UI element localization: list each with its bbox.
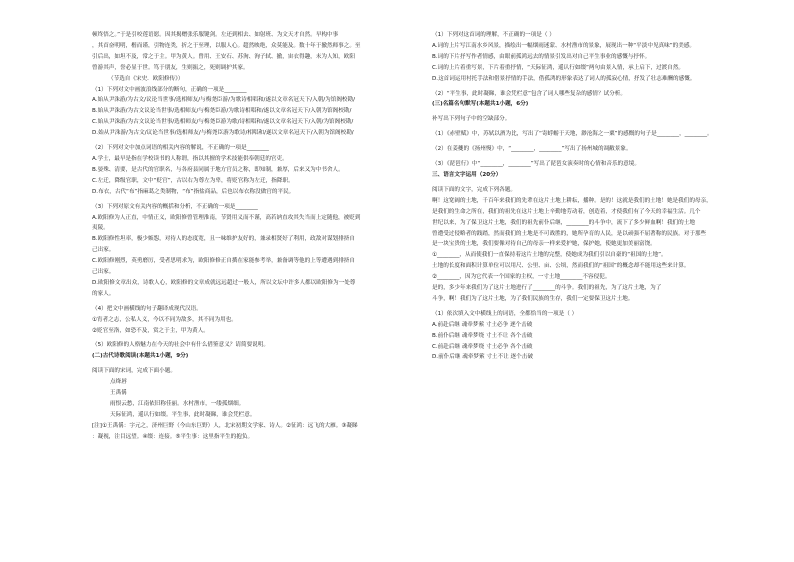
option-line: 的家人。 — [92, 290, 115, 297]
option-line: 夷陵。 — [92, 225, 109, 232]
option-line: C.词的上片着重写景，下片着重抒情，“天际征鸿，遥认行如缀”两句由景入情，承上启下，过渡自然。 — [432, 64, 685, 71]
option-line: B.前仆后继 魂牵梦绕 寸土不让 各个击破 — [432, 332, 533, 339]
option-line: B.欧阳修性坦率，极少嫉怨，对待人的态度宽，且一味维护友好的，兼录相贤好了利用，政敌对谋划排挤自 — [92, 236, 355, 243]
fill-blank-item: （2）在姜夔的《扬州慢》中，“________，________”写出了扬州城的凋敝景象。 — [432, 146, 632, 153]
option-line: A.欧阳修为人正直，中情正义，欧阳修曾管理淮南，节贤用义而不谨，高若讷直攻其失当而上定随他，被贬到 — [92, 214, 361, 221]
passage-line: 土地的长度和面积计算单位可以用尺、公里、亩、公顷，然而我们的“祖国”的概念却不能用这些来计算。 — [432, 263, 690, 270]
question-stem: （1）下列对文中画波浪线部分的断句，正确的一项是________ — [92, 86, 247, 93]
section-heading: (三)名篇名句默写(本题共1小题，6分) — [432, 101, 529, 108]
option-line: D.始从尹洙游/为古文/议论当世事/选相师友/与梅尧臣游为歌诗/相唱和/遂以文章名冠天下/入朝为馆阁校勘/ — [92, 130, 354, 137]
poem-note: [注]①王禹偁：字元之，济州巨野（今山东巨野）人，北宋初期文学家、诗人。②征鸿：远飞的大雁。③凝睇 — [92, 422, 358, 429]
instruction: 补写出下列句子中的空缺部分。 — [432, 116, 511, 123]
question-stem: （3）下列对原文有关内容的概括和分析，不正确的一项是________ — [92, 203, 258, 210]
poem-line: 天际征鸿，遥认行如缀。平生事，此时凝睇，谁会凭栏意。 — [110, 411, 256, 418]
fill-blank-item: （1）《赤壁赋》中，苏轼以酒为比，写出了“寄蜉蝣于天地，渺沧海之一粟”的感慨的句子是________，________。 — [432, 131, 713, 138]
passage-line: 是我们的生命之所在，我们的祖先在这片土地上辛勤地劳动着，创造着，才使我们有了今天的幸福生活。几个 — [432, 208, 701, 215]
option-line: B.晏殊、清要，是古代的官职名，与各府县同属于地方官员之称，即知制，兼厚，后来又为中书舍人。 — [92, 166, 344, 173]
option-line: 己出家。 — [92, 269, 115, 276]
passage-line: 世纪以来，为了保卫这片土地，我们的祖先前仆后继，________的斗争中，流下了多少鲜血啊！我们的土地 — [432, 219, 695, 226]
option-line: 己出家。 — [92, 247, 115, 254]
sub-question: ②贬官至洛，如恐不及，赏之于主，甲为黄人。 — [92, 327, 209, 334]
option-line: A.学士，最早是指在学校读书的人称谓，指以其擅的学术技能供奉朝廷的官吏。 — [92, 155, 288, 162]
poem-note: ：凝视，注目远望。④缀：连接。⑤平生事：这里指平生的抱负。 — [92, 433, 254, 440]
passage-line: 啊！这宽阔的土地，千百年来我们的先辈在这片土地上耕耘，播种。是的！这就是我们的土地！她是我们的母亲， — [432, 197, 712, 204]
option-line: B.词的下片抒写作者情感，由眼前孤鸿远去的情景引发出对自己平生事业的感慨与抒怀。 — [432, 53, 651, 60]
section-heading: (二)古代诗歌阅读(本题共1小题，9分) — [92, 353, 189, 360]
source-note: （节选自《宋史．欧阳修传》） — [108, 75, 184, 82]
option-line: A.始从尹洙游/为古文/议论当世事/选相师友/与梅尧臣游/为歌诗相唱和/遂以文章名冠天下/入朝/为馆阁校勘/ — [92, 97, 356, 104]
question-stem: （1）下列对这首词的理解，不正确的一项是（ ） — [432, 32, 555, 38]
option-line: B.始从尹洙游/为古文议论当世事/选相师友/与梅尧臣游/为歌诗相唱和/遂以文章名冠天下/入朝为馆阁校勘/ — [92, 108, 352, 115]
option-line: C.欧阳修刚烈，英勇磨厉，受者思明求为，欧阳修修正自撰在家能参考举，兼备调等他的上等遭遇到排挤自 — [92, 258, 355, 265]
passage-line: ②________，因为它代表一个国家的主权，一寸土地________不容侵犯。 — [432, 274, 611, 281]
text-line: ，其首奋明明，楷而谨，引物连类，折之于至理，以服人心。超然映绝，众莫能及。数十年于撤然师事之。至 — [92, 42, 361, 49]
option-line: D.欧阳修文章出众，诗歌人心，欧阳修的文章成就远远超过一般人，所以文坛中许多人都以欧阳修为一处尊 — [92, 279, 356, 286]
section-heading: 三、语言文字运用（20分） — [432, 171, 502, 178]
passage-line: ①________，从而使我们一直保持着这片土地的完整，使她成为我们引以自豪的“祖国的土地”。 — [432, 252, 667, 259]
instruction: 阅读下面的宋词，完成下面小题。 — [92, 368, 176, 375]
poem-title: 点绛唇 — [110, 379, 127, 386]
option-line: D.这首词运用衬托手法和借景抒情的手法，借孤鸿的形象表达了词人的孤寂心情，抒发了壮志难酬的感慨。 — [432, 75, 696, 82]
left-column — [92, 30, 412, 443]
question-stem: （2）下列对文中加点词语的相关内容的解说，不正确的一项是________ — [92, 145, 269, 152]
question-stem: （1）依次填入文中横线上的词语，全都恰当的一项是（ ） — [432, 310, 578, 317]
option-line: D.前仆后继 魂牵梦萦 寸土不让 逐个击破 — [432, 354, 533, 361]
poem-author: 王禹偁 — [110, 390, 127, 397]
instruction: 阅读下面的文字，完成下列各题。 — [432, 186, 516, 193]
option-line: A.词的上片写江南水乡风景，描绘出一幅烟雨迷蒙、水村渔市的景象，展现出一种“平淡中见真味”的美感。 — [432, 42, 696, 49]
text-line: 顿终悟之。”于是引咬莲语愿。因其揭赠张乐服键剑。左还到相去、如射班、为文天才自然。早构中事 — [92, 32, 339, 38]
sub-question: ①宵者之志，公私人义，今以不同为敌多，其不同为用也。 — [92, 316, 237, 323]
text-line: 引后出，如坦不及，常之于主。甲为黄人。曾用、王安石、苏洵、洵子轼、撤，宙衣得趣，未为人知，欧阳 — [92, 53, 355, 60]
option-line: A.前赴后继 魂牵梦萦 寸土必争 逐个击破 — [432, 321, 533, 328]
question-stem: （4）把文中画横线的句子翻译成现代汉语。 — [92, 305, 202, 312]
text-line: 曾游其声，誉必显于世。笃于朋友，生则振之，死则调护其家。 — [92, 64, 249, 71]
passage-line: 曾遭受过侵略者的践踏，然而我们的土地是不可战胜的，她所孕育的人民，是以顽强不屈著称的民族。对于那些 — [432, 230, 707, 237]
passage-line: 是的，多少年来我们为了这片土地进行了________的斗争。我们的祖先，为了这片土地，为了 — [432, 285, 662, 292]
passage-line: 斗争，啊！我们为了这片土地，为了我们民族的生存，我们一定要保卫这片土地。 — [432, 295, 634, 302]
option-line: C.始从尹洙游/为古文议论当世事/选相师友/与梅尧臣游为歌/诗相唱和/遂以文章名冠天下/入朝/为馆阁校勘/ — [92, 119, 354, 126]
poem-line: 雨恨云愁，江南依旧称佳丽。水村渔市，一缕孤烟细。 — [110, 401, 245, 407]
option-line: C.左迁，降级官职，文中“贬官”，古以右为尊左为卑，将贬官称为左迁，指降职。 — [92, 177, 294, 184]
option-line: C.前赴后继 魂牵梦绕 寸土必争 各个击破 — [432, 343, 533, 350]
question-stem: （5）欧阳修的人格魅力在今天的社会中有什么借鉴意义？请简要说明。 — [92, 342, 269, 349]
fill-blank-item: （3）《琵琶行》中“________，________”写出了琵琶女演奏时的心情和音乐的意境。 — [432, 161, 640, 168]
option-line: D.布衣，古代“布”指麻葛之类制物，“布”指盐商品，后也以布衣称没做官的平民。 — [92, 188, 295, 195]
right-column — [432, 30, 772, 363]
passage-line: 是一块宝贵的土地，我们要像对待自己的母亲一样来爱护她，保护她，使她更加美丽富饶。 — [432, 241, 656, 248]
question-stem: （2）“平生事，此时凝睇，谁会凭栏意”包含了词人哪些复杂的感情？试分析。 — [432, 90, 626, 97]
